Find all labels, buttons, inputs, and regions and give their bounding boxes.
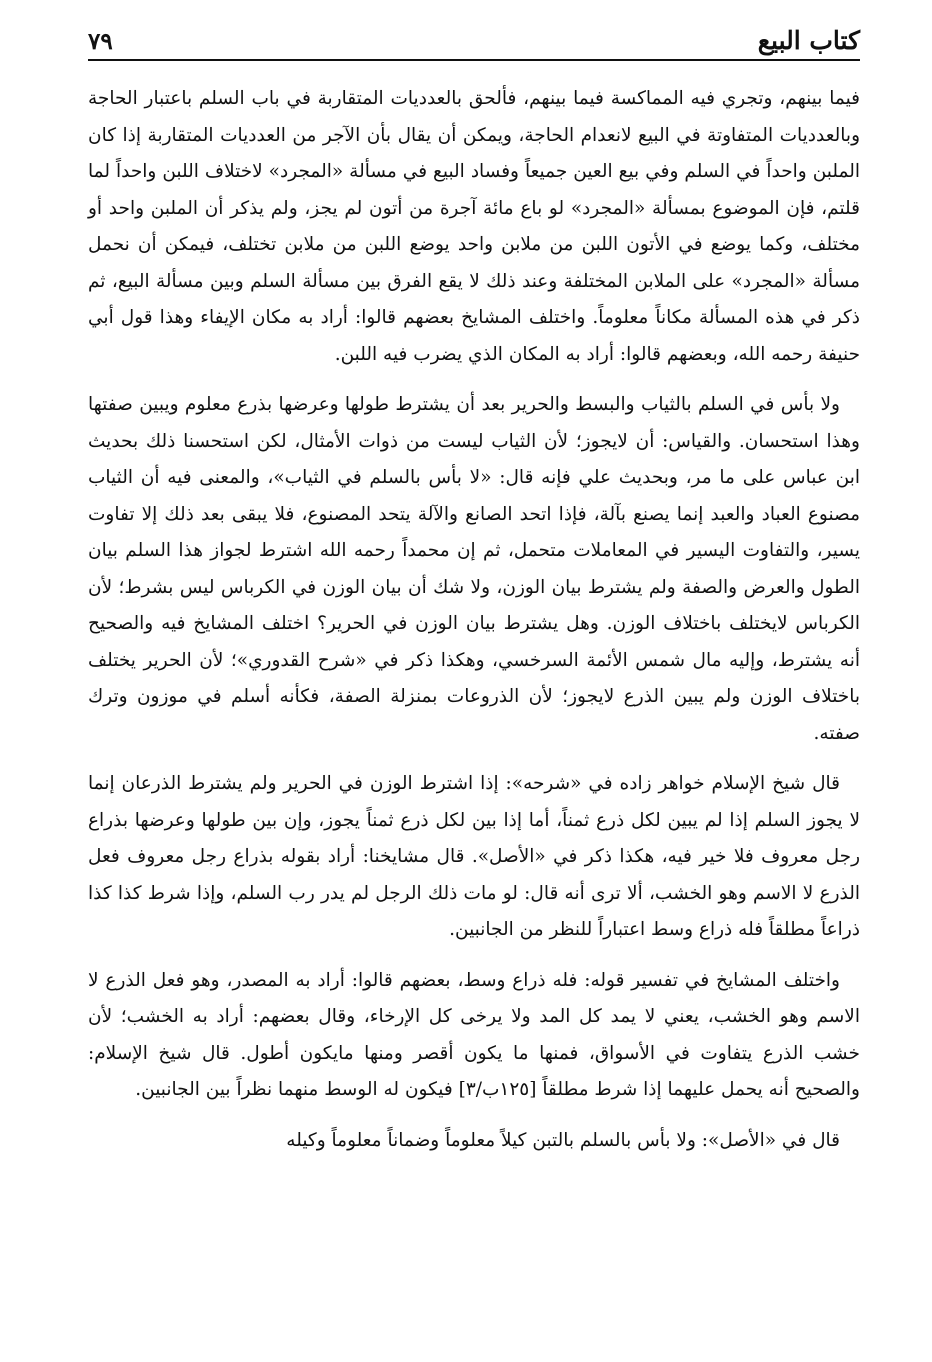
paragraph (88, 963, 860, 1109)
page-header (88, 26, 860, 61)
paragraph-text: واختلف المشايخ في تفسير قوله: فله ذراع وسط، بعضهم قالوا: أراد به المصدر، وهو فعل الذرع لا الاسم وهو الخشب، يعني لا يمد كل المد ولا يرخى كل الإرخاء، وقال بعضهم: أراد به الخشب؛ لأن خشب الذرع يتفاوت في الأسواق، فمنها ما يكون أقصر ومنها مايكون أطول. قال شيخ الإسلام: والصحيح أنه يحمل عليهما إذا شرط مطلقاً [١٢٥ب/٣] فيكون له الوسط منهما نظراً بين الجانبين. (88, 969, 860, 1100)
page-body (88, 81, 860, 1159)
paragraph (88, 766, 860, 949)
paragraph-text: قال شيخ الإسلام خواهر زاده في «شرحه»: إذا اشترط الوزن في الحرير ولم يشترط الذرعان إنما لا يجوز السلم إذا لم يبين لكل ذرع ثمناً، أما إذا بين لكل ذرع ثمناً يجوز، وإن بين طولها وعرضها بذراع رجل معروف فلا خير فيه، هكذا ذكر في «الأصل». قال مشايخنا: أراد بقوله بذراع رجل معروف فعل الذرع لا الاسم وهو الخشب، ألا ترى أنه قال: لو مات ذلك الرجل لم يدر رب السلم، وإذا شرط كذا كذا ذراعاً مطلقاً فله ذراع وسط اعتباراً للنظر من الجانبين. (88, 773, 860, 940)
paragraph-text: فيما بينهم، وتجري فيه المماكسة فيما بينهم، فألحق بالعدديات المتقاربة في باب السلم باعتبار الحاجة وبالعدديات المتفاوتة في البيع لانعدام الحاجة، ويمكن أن يقال بأن الآجر من العدديات المتقاربة إذا كان الملبن واحداً في السلم وفي بيع العين جميعاً وفساد البيع في مسألة «المجرد» لاختلاف اللبن واحداً لما قلتم، فإن الموضوع بمسألة «المجرد» لو باع مائة آجرة من أتون لم يجز، ولم يذكر أن الملبن واحد أو مختلف، وكما يوضع في الأتون اللبن من ملابن واحد يوضع اللبن من ملابن تختلف، فيمكن أن نحمل مسألة «المجرد» على الملابن المختلفة وعند ذلك لا يقع الفرق بين مسألة السلم وبين مسألة البيع، ثم ذكر في هذه المسألة مكاناً معلوماً. واختلف المشايخ بعضهم قالوا: أراد به مكان الإيفاء وهذا قول أبي حنيفة رحمه الله، وبعضهم قالوا: أراد به المكان الذي يضرب فيه اللبن. (88, 88, 860, 365)
paragraph (88, 387, 860, 752)
page-number: ٧٩ (88, 28, 113, 55)
paragraph-text: قال في «الأصل»: ولا بأس بالسلم بالتبن كيلاً معلوماً وضماناً معلوماً وكيله (286, 1129, 840, 1151)
paragraph-text: ولا بأس في السلم بالثياب والبسط والحرير بعد أن يشترط طولها وعرضها بذرع معلوم ويبين صفتها وهذا استحسان. والقياس: أن لايجوز؛ لأن الثياب ليست من ذوات الأمثال، لكن استحسنا ذلك بحديث ابن عباس على ما مر، وبحديث علي فإنه قال: «لا بأس بالسلم في الثياب»، والمعنى فيه أن الثياب مصنوع العباد والعبد إنما يصنع بآلة، فإذا اتحد الصانع والآلة يتحد المصنوع، فلا يبقى بعد ذلك إلا تفاوت يسير، والتفاوت اليسير في المعاملات متحمل، ثم إن محمداً رحمه الله اشترط لجواز هذا السلم بيان الطول والعرض والصفة ولم يشترط بيان الوزن، ولا شك أن بيان الوزن في الكرباس ليس بشرط؛ لأن الكرباس لايختلف باختلاف الوزن. وهل يشترط بيان الوزن في الحرير؟ اختلف المشايخ فيه والصحيح أنه يشترط، وإليه مال شمس الأئمة السرخسي، وهكذا ذكر في «شرح القدوري»؛ لأن الحرير يختلف باختلاف الوزن ولم يبين الذرع لايجوز؛ لأن الذروعات بمنزلة الصفة، فكأنه أسلم في موزون وترك صفته. (88, 394, 860, 744)
paragraph (88, 81, 860, 373)
paragraph (88, 1123, 860, 1160)
book-title: كتاب البيع (757, 26, 860, 55)
